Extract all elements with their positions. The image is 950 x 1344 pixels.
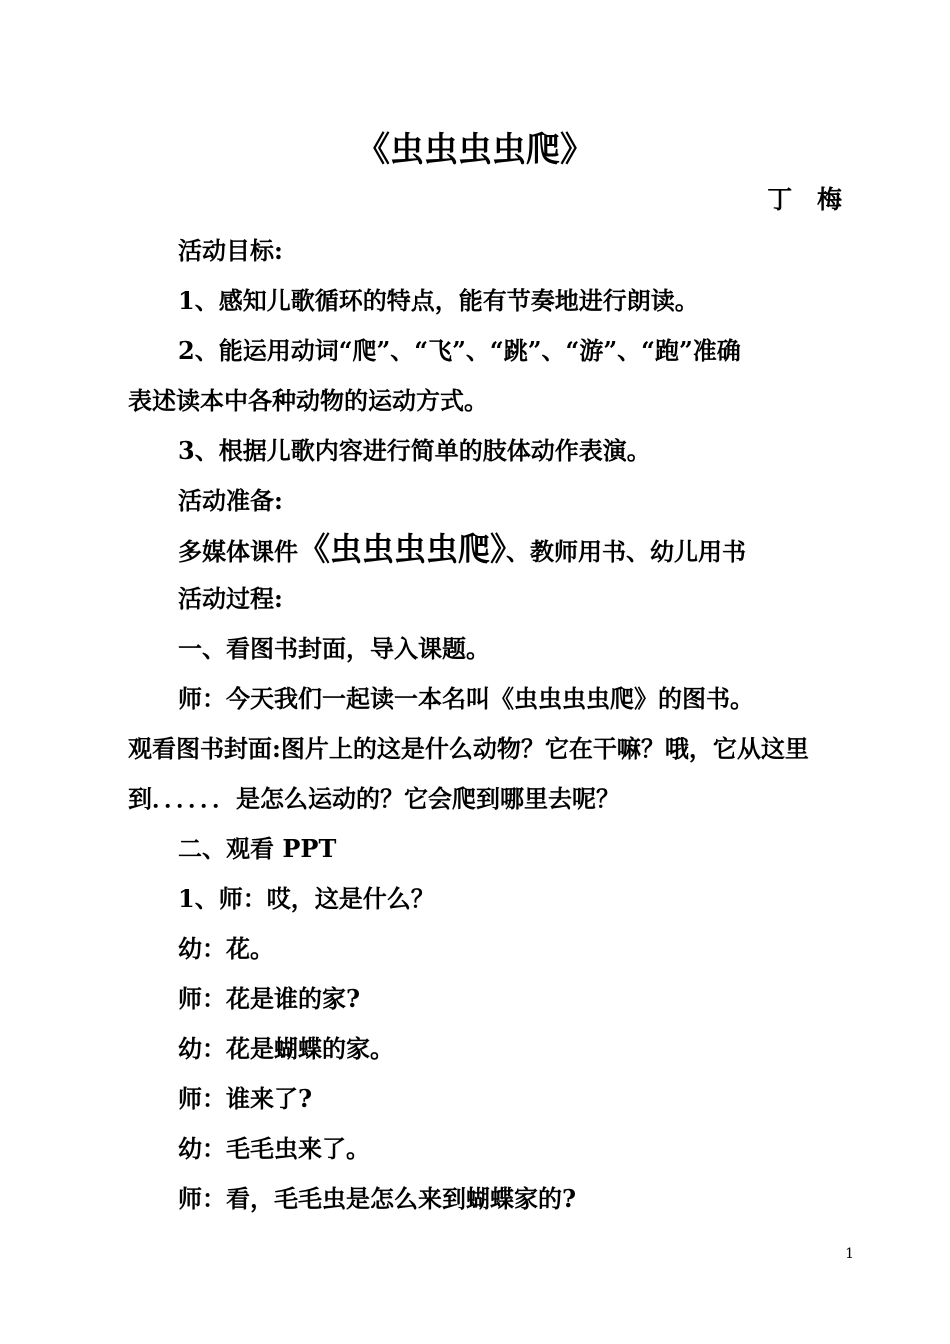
dialog-line-6: 幼：毛毛虫来了。 [178,1134,370,1163]
process-heading: 活动过程: [178,584,283,613]
dialog-line-5: 师：谁来了? [178,1084,313,1113]
prep-heading: 活动准备: [178,486,283,515]
goal-1: 1、感知儿歌循环的特点，能有节奏地进行朗读。 [178,286,699,315]
goal-2-line-2: 表述读本中各种动物的运动方式。 [128,386,488,415]
dialog-line-2: 幼：花。 [178,934,274,963]
prep-prefix: 多媒体课件 [178,537,298,566]
page-number: 1 [845,1246,854,1262]
dialog-line-4: 幼：花是蝴蝶的家。 [178,1034,394,1063]
dialog-line-7: 师：看，毛毛虫是怎么来到蝴蝶家的? [178,1184,577,1213]
goals-heading: 活动目标: [178,236,283,265]
prep-suffix: 、教师用书、幼儿用书 [506,537,747,566]
teacher-intro: 师：今天我们一起读一本名叫《虫虫虫虫爬》的图书。 [178,684,754,713]
cover-line-2: 到．．．．．．是怎么运动的？它会爬到哪里去呢？ [128,784,620,813]
cover-line-1: 观看图书封面:图片上的这是什么动物？它在干嘛？哦，它从这里 [128,734,809,763]
document-title: 《虫虫虫虫爬》 [356,130,594,170]
dialog-line-3: 师：花是谁的家? [178,984,361,1013]
prep-materials [178,524,852,577]
document-author: 丁 梅 [767,185,850,214]
dialog-line-1: 1、师：哎，这是什么？ [178,884,435,913]
step-1: 一、看图书封面，导入课题。 [178,634,490,663]
goal-3: 3、根据儿歌内容进行简单的肢体动作表演。 [178,436,651,465]
step-2: 二、观看 PPT [178,834,337,863]
goal-2-line-1: 2、能运用动词“爬”、“飞”、“跳”、“游”、“跑”准确 [178,336,741,365]
prep-title: 《虫虫虫虫爬》 [298,530,507,568]
